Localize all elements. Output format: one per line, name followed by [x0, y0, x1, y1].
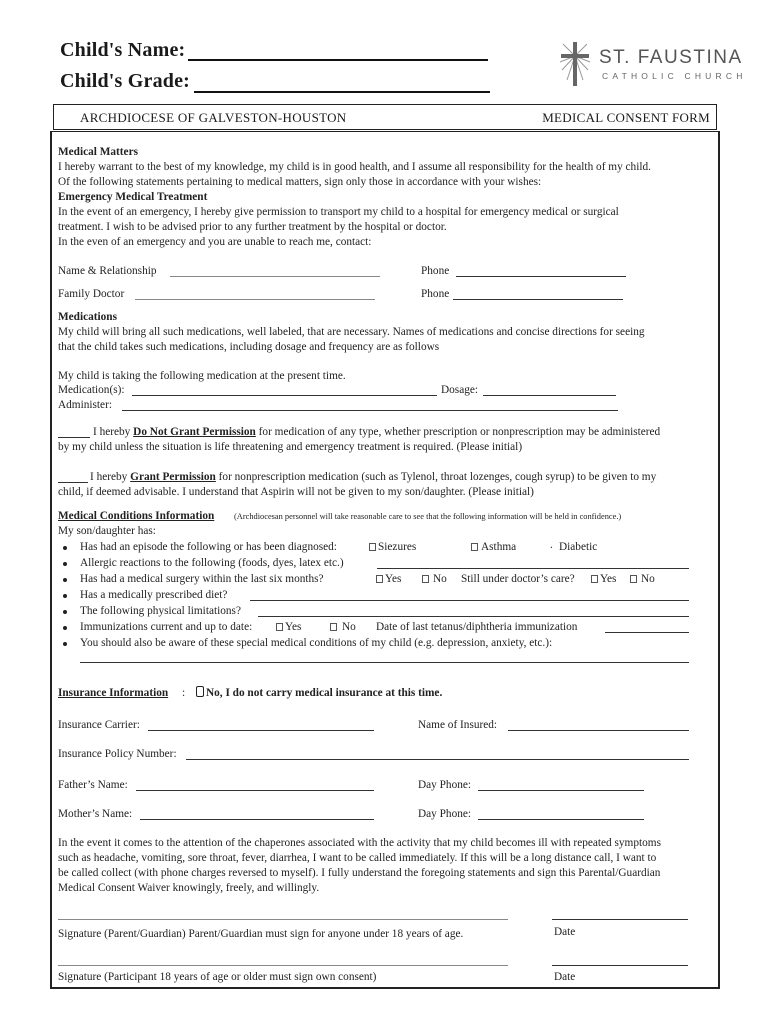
child-name-label: Child's Name:: [60, 39, 186, 61]
participant-signature-label: Signature (Participant 18 years of age or older must sign own consent): [58, 971, 377, 983]
emergency-line1: In the event of an emergency, I hereby give permission to transport my child to a hospital for emergency medical or surgical: [58, 206, 619, 218]
deny-prefix: I hereby: [93, 426, 134, 438]
emergency-phone-label: Phone: [421, 265, 450, 277]
asthma-checkbox[interactable]: [471, 543, 478, 551]
condition-item-special: You should also be aware of these special medical conditions of my child (e.g. depression, anxiety, etc.):: [80, 637, 553, 649]
doctor-care-yes-checkbox[interactable]: [591, 575, 598, 583]
immunizations-yes-label: Yes: [285, 621, 302, 633]
medical-matters-heading: Medical Matters: [58, 146, 138, 158]
conditions-note: (Archdiocesan personnel will take reasonable care to see that the following information will be held in confidence.): [234, 512, 622, 521]
closing-line1: In the event it comes to the attention of the chaperones associated with the activity that my child becomes ill with repeated symptoms: [58, 837, 661, 849]
child-name-field[interactable]: [188, 59, 488, 61]
mother-day-phone-field[interactable]: [478, 819, 644, 820]
name-of-insured-label: Name of Insured:: [418, 719, 498, 731]
grant-rest: for nonprescription medication (such as Tylenol, throat lozenges, cough syrup) to be given to my: [215, 471, 657, 483]
mother-name-label: Mother’s Name:: [58, 808, 133, 820]
dosage-field[interactable]: [483, 395, 616, 396]
administer-field[interactable]: [122, 410, 618, 411]
policy-number-label: Insurance Policy Number:: [58, 748, 177, 760]
father-day-phone-field[interactable]: [478, 790, 644, 791]
logo-name: ST. FAUSTINA: [599, 47, 743, 68]
deny-initial-field[interactable]: [58, 437, 90, 438]
guardian-signature-field[interactable]: [58, 919, 508, 920]
no-insurance-label: No, I do not carry medical insurance at this time.: [206, 687, 443, 699]
child-grade-label: Child's Grade:: [60, 70, 191, 92]
condition-item-surgery: Has had a medical surgery within the last six months?: [80, 573, 324, 585]
emergency-heading: Emergency Medical Treatment: [58, 191, 208, 203]
medication-label: Medication(s):: [58, 384, 125, 396]
closing-line4: Medical Consent Waiver knowingly, freely, and willingly.: [58, 882, 320, 894]
surgery-yes-checkbox[interactable]: [376, 575, 383, 583]
grant-initial-field[interactable]: [58, 482, 88, 483]
medications-line1: My child will bring all such medications, well labeled, that are necessary. Names of medications and concise directions for seeing: [58, 326, 645, 338]
guardian-signature-label: Signature (Parent/Guardian) Parent/Guardian must sign for anyone under 18 years of age.: [58, 928, 464, 940]
seizures-label: Siezures: [378, 541, 417, 553]
guardian-date-field[interactable]: [552, 919, 688, 920]
emergency-line3: In the even of an emergency and you are unable to reach me, contact:: [58, 236, 372, 248]
tetanus-date-field[interactable]: [605, 632, 689, 633]
immunizations-no-label: No: [342, 621, 356, 633]
logo-subtitle: CATHOLIC CHURCH: [602, 71, 747, 81]
policy-number-field[interactable]: [186, 759, 689, 760]
grant-permission-line2: child, if deemed advisable. I understand that Aspirin will not be given to my son/daughter. (Please initial): [58, 486, 534, 498]
bullet: [63, 562, 67, 566]
condition-item-immunizations: Immunizations current and up to date:: [80, 621, 253, 633]
participant-date-field[interactable]: [552, 965, 688, 966]
insurance-carrier-field[interactable]: [148, 730, 374, 731]
condition-item-allergies: Allergic reactions to the following (foods, dyes, latex etc.): [80, 557, 344, 569]
tetanus-label: Date of last tetanus/diphtheria immunization: [376, 621, 578, 633]
mother-day-phone-label: Day Phone:: [418, 808, 472, 820]
immunizations-yes-checkbox[interactable]: [276, 623, 283, 631]
medications-line2: that the child takes such medications, including dosage and frequency are as follows: [58, 341, 440, 353]
grant-permission-line1: [90, 470, 656, 484]
doctor-phone-label: Phone: [421, 288, 450, 300]
bullet: [63, 546, 67, 550]
mother-name-field[interactable]: [140, 819, 374, 820]
medical-matters-line1: I hereby warrant to the best of my knowledge, my child is in good health, and I assume all responsibility for the health of my child.: [58, 161, 651, 173]
deny-emphasis: Do Not Grant Permission: [133, 426, 256, 438]
condition-item-diagnosed: Has had an episode the following or has been diagnosed:: [80, 541, 337, 553]
medications-heading: Medications: [58, 311, 117, 323]
limitations-field[interactable]: [258, 616, 689, 617]
participant-signature-field[interactable]: [58, 965, 508, 966]
bullet: [63, 578, 67, 582]
special-conditions-field[interactable]: [80, 662, 689, 663]
grant-emphasis: Grant Permission: [130, 471, 216, 483]
family-doctor-label: Family Doctor: [58, 288, 125, 300]
diabetic-label: Diabetic: [559, 541, 598, 553]
bullet: [63, 610, 67, 614]
allergies-field[interactable]: [377, 568, 689, 569]
doctor-care-yes-label: Yes: [600, 573, 617, 585]
doctor-care-no-label: No: [641, 573, 655, 585]
bullet: [63, 642, 67, 646]
title-bar: [53, 104, 717, 130]
insurance-heading: Insurance Information: [58, 687, 169, 699]
diet-field[interactable]: [250, 600, 689, 601]
administer-label: Administer:: [58, 399, 112, 411]
emergency-phone-field[interactable]: [456, 276, 626, 277]
name-relationship-label: Name & Relationship: [58, 265, 157, 277]
deny-permission-line2: by my child unless the situation is life threatening and emergency treatment is required. (Please initial): [58, 441, 523, 453]
deny-rest: for medication of any type, whether prescription or nonprescription may be administered: [255, 426, 661, 438]
closing-line2: such as headache, vomiting, sore throat, fever, diarrhea, I want to be called immediately. If this will be a long distance call, I want to: [58, 852, 657, 864]
bullet: [63, 594, 67, 598]
condition-item-diet: Has a medically prescribed diet?: [80, 589, 228, 601]
surgery-yes-label: Yes: [385, 573, 402, 585]
condition-item-limitations: The following physical limitations?: [80, 605, 241, 617]
father-name-field[interactable]: [136, 790, 374, 791]
doctor-care-label: Still under doctor’s care?: [461, 573, 575, 585]
name-of-insured-field[interactable]: [508, 730, 689, 731]
form-title: MEDICAL CONSENT FORM: [542, 110, 710, 125]
archdiocese-title: ARCHDIOCESE OF GALVESTON-HOUSTON: [80, 110, 347, 125]
seizures-checkbox[interactable]: [369, 543, 376, 551]
asthma-label: Asthma: [481, 541, 517, 553]
family-doctor-field[interactable]: [135, 299, 375, 300]
surgery-no-label: No: [433, 573, 447, 585]
doctor-care-no-checkbox[interactable]: [630, 575, 637, 583]
guardian-date-label: Date: [554, 926, 576, 938]
grant-prefix: I hereby: [90, 471, 131, 483]
no-insurance-checkbox[interactable]: [196, 686, 204, 697]
insurance-carrier-label: Insurance Carrier:: [58, 719, 140, 731]
closing-line3: be called collect (with phone charges reversed to myself). I fully understand the foregoing statements and sign this Parental/Guardian: [58, 867, 661, 879]
logo: [558, 40, 592, 88]
conditions-intro: My son/daughter has:: [58, 525, 156, 537]
emergency-line2: treatment. I wish to be advised prior to any further treatment by the hospital or doctor.: [58, 221, 447, 233]
conditions-heading: Medical Conditions Information: [58, 510, 215, 522]
bullet: [63, 626, 67, 630]
father-day-phone-label: Day Phone:: [418, 779, 472, 791]
participant-date-label: Date: [554, 971, 576, 983]
immunizations-no-checkbox[interactable]: [330, 623, 337, 631]
surgery-no-checkbox[interactable]: [422, 575, 429, 583]
name-relationship-field[interactable]: [170, 276, 380, 277]
medication-field[interactable]: [132, 395, 437, 396]
diabetic-checkbox[interactable]: .: [550, 539, 553, 551]
father-name-label: Father’s Name:: [58, 779, 128, 791]
dosage-label: Dosage:: [441, 384, 479, 396]
medical-matters-line2: Of the following statements pertaining to medical matters, sign only those in accordance with your wishes:: [58, 176, 542, 188]
insurance-colon: :: [182, 687, 186, 699]
medications-line3: My child is taking the following medication at the present time.: [58, 370, 346, 382]
doctor-phone-field[interactable]: [453, 299, 623, 300]
deny-permission-line1: [93, 425, 660, 439]
child-grade-field[interactable]: [194, 91, 490, 93]
cross-sunburst-icon: [558, 40, 592, 88]
